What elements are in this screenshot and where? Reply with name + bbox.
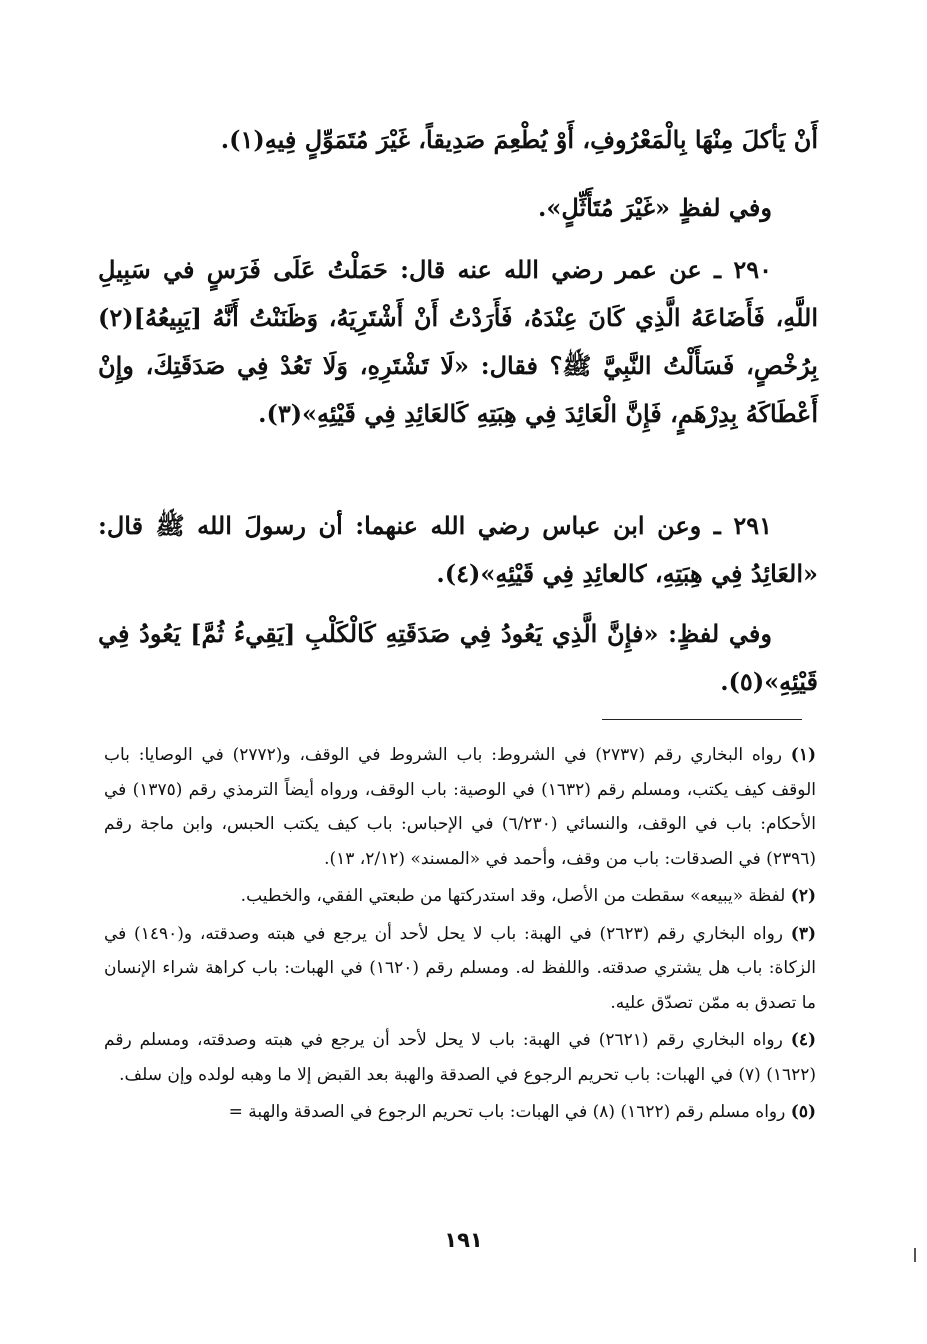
hadith-291: ٢٩١ ـ وعن ابن عباس رضي الله عنهما: أن رسولَ الله ﷺ قال: «العَائِدُ فِي هِبَتِهِ، كالعائِدِ فِي قَيْئِهِ»(٤).: [98, 511, 818, 588]
page-number: ١٩١: [444, 1228, 483, 1252]
footnote-3: [104, 917, 816, 1021]
footnote-divider: [602, 719, 802, 720]
footnote-number: (١): [790, 745, 816, 765]
footnote-4: [104, 1023, 816, 1092]
hadith-291-variant: وفي لفظٍ: «فإِنَّ الَّذِي يَعُودُ فِي صَدَقَتِهِ كَالْكَلْبِ [يَقِيءُ ثُمَّ] يَعُودُ فِي قَيْئِهِ»(٥).: [98, 619, 818, 696]
footnote-text: رواه البخاري رقم (٢٦٢١) في الهبة: باب لا يحل لأحد أن يرجع في هبته وصدقته، ومسلم رقم (١٦٢٢) (٧) في الهبات: باب تحريم الرجوع في الصدقة والهبة بعد القبض إلا ما وهبه لولده وإن سلف.: [104, 1030, 816, 1085]
footnotes: [104, 738, 816, 1133]
footnote-2: [104, 879, 816, 914]
footnote-number: (٤): [790, 1030, 817, 1050]
footnote-number: (٢): [790, 886, 816, 906]
footnote-1: [104, 738, 816, 876]
footnote-text: رواه مسلم رقم (١٦٢٢) (٨) في الهبات: باب تحريم الرجوع في الصدقة والهبة =: [228, 1102, 786, 1122]
footnote-number: (٣): [790, 923, 816, 944]
footnote-text: لفظة «يبيعه» سقطت من الأصل، وقد استدركتها من طبعتي الفقي، والخطيب.: [240, 886, 786, 906]
footnote-text: رواه البخاري رقم (٢٧٣٧) في الشروط: باب الشروط في الوقف، و(٢٧٧٢) في الوصايا: باب الوقف كيف يكتب، ومسلم رقم (١٦٣٢) في الوصية: باب الوقف، ورواه أيضاً الترمذي رقم (١٣٧٥) في الأحكام: باب في الوقف، والنسائي (٦/٢٣٠) في الإحباس: باب كيف يكتب الحبس، وابن ماجة رقم (٢٣٩٦) في الصدقات: باب من وقف، وأحمد في «المسند» (٢/١٢، ١٣).: [104, 745, 816, 869]
hadith-290: ٢٩٠ ـ عن عمر رضي الله عنه قال: حَمَلْتُ عَلَى فَرَسٍ في سَبِيلِ اللَّهِ، فَأَضَاعَهُ الَّذِي كَانَ عِنْدَهُ، فَأَرَدْتُ أَنْ أَشْتَرِيَهُ، وَظَنَنْتُ أَنَّهُ [يَبِيعُهُ](٢) بِرُخْصٍ، فَسَأَلْتُ النَّبِيَّ ﷺ؟ فقال: «لَا تَشْتَرِهِ، وَلَا تَعُدْ فِي صَدَقَتِكَ، وإِنْ أَعْطَاكَهُ بِدِرْهَمٍ، فَإِنَّ الْعَائِدَ فِي هِبَتِهِ كَالعَائِدِ فِي قَيْئِهِ»(٣).: [98, 255, 818, 428]
footnote-number: (٥): [790, 1102, 816, 1122]
paragraph-continuation: أَنْ يَأكلَ مِنْهَا بِالْمَعْرُوفِ، أَوْ يُطْعِمَ صَدِيقاً، غَيْرَ مُتَمَوِّلٍ فِيهِ(١).: [220, 125, 818, 154]
scan-mark: [914, 1248, 916, 1262]
paragraph-variant-wording: وفي لفظٍ «غَيْرَ مُتَأَثِّلٍ».: [537, 193, 772, 222]
footnote-5: [104, 1095, 816, 1130]
footnote-text: رواه البخاري رقم (٢٦٢٣) في الهبة: باب لا يحل لأحد أن يرجع في هبته وصدقته، و(١٤٩٠) في الزكاة: باب هل يشتري صدقته. واللفظ له. ومسلم رقم (١٦٢٠) في الهبات: باب كراهة شراء الإنسان ما تصدق به ممّن تصدّق عليه.: [104, 923, 816, 1013]
